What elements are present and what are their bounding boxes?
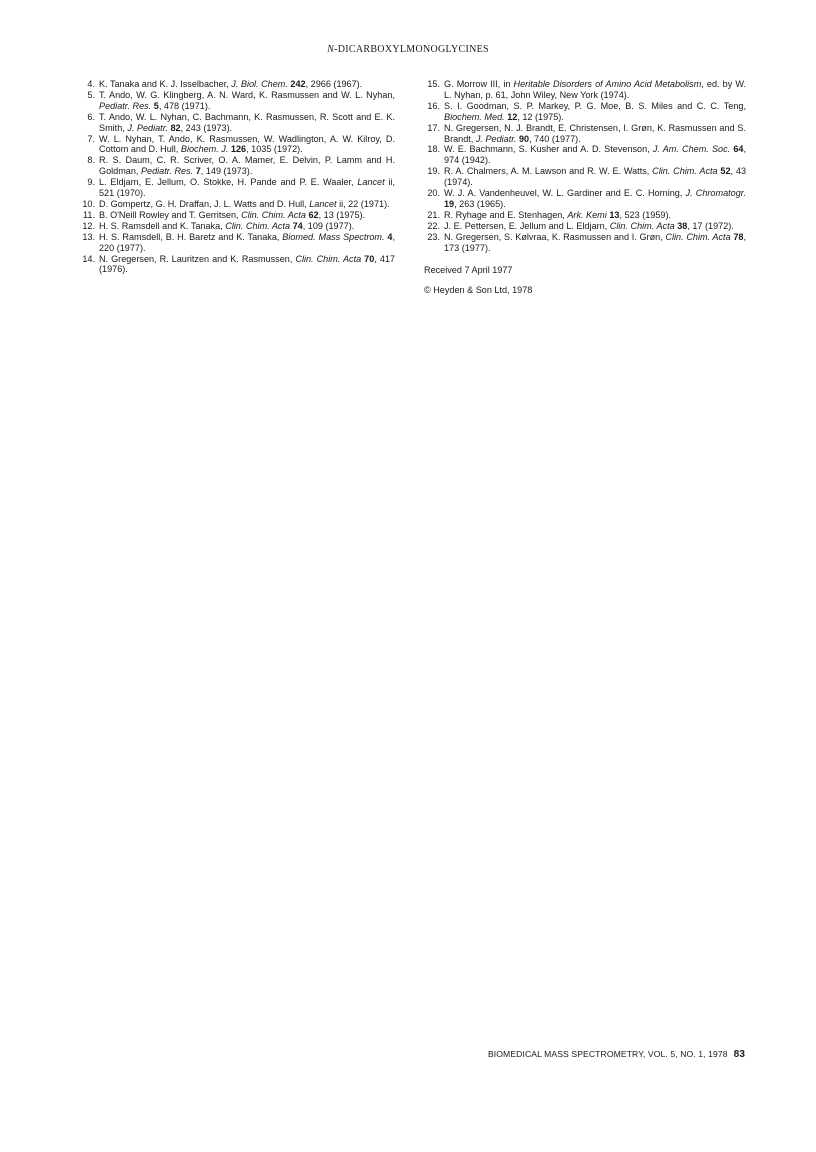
reference-fragment: ii, 521 (1970).	[99, 177, 396, 199]
reference-fragment: H. S. Ramsdell and K. Tanaka,	[99, 220, 226, 231]
running-head-prefix: N	[327, 44, 335, 55]
reference-number: 23.	[427, 231, 440, 242]
reference-item	[424, 232, 746, 254]
reference-fragment: R. S. Daum, C. R. Scriver, O. A. Mamer, E. Delvin, P. Lamm and H. Goldman,	[99, 155, 395, 177]
reference-text	[444, 232, 746, 254]
journal-citation: BIOMEDICAL MASS SPECTROMETRY, VOL. 5, NO. 1, 1978	[487, 1049, 728, 1059]
journal-title: Biochem. Med.	[444, 111, 505, 122]
reference-text	[444, 123, 746, 145]
reference-fragment: W. L. Nyhan, T. Ando, K. Rasmussen, W. Wadlington, A. W. Kilroy, D. Cottom and D. Hull,	[99, 133, 395, 155]
reference-item	[424, 123, 746, 145]
reference-item	[79, 254, 395, 276]
volume-number: 70	[364, 253, 375, 264]
reference-text	[444, 166, 746, 188]
reference-fragment: ii, 22 (1971).	[336, 198, 390, 209]
reference-fragment: H. S. Ramsdell, B. H. Baretz and K. Tanaka,	[99, 231, 283, 242]
reference-item	[424, 221, 746, 232]
reference-item	[79, 199, 395, 210]
reference-text	[99, 90, 395, 112]
reference-number: 5.	[87, 89, 95, 100]
reference-text	[99, 134, 395, 156]
journal-title: Biochem. J.	[180, 144, 229, 155]
reference-number: 18.	[427, 144, 440, 155]
volume-number: 126	[230, 144, 247, 155]
reference-number: 22.	[427, 220, 440, 231]
reference-text	[99, 221, 395, 232]
reference-fragment: W. J. A. Vandenheuvel, W. L. Gardiner and E. C. Horning,	[444, 188, 686, 199]
reference-number: 15.	[427, 79, 440, 89]
volume-number: 78	[733, 231, 744, 242]
reference-fragment: , 243 (1973).	[180, 122, 233, 133]
reference-text	[99, 112, 395, 134]
reference-item	[424, 101, 746, 123]
reference-fragment: , 149 (1973).	[200, 166, 253, 177]
journal-title: Clin. Chim. Acta	[609, 220, 675, 231]
reference-text	[99, 210, 395, 221]
reference-number: 21.	[427, 209, 440, 220]
journal-title: Biomed. Mass Spectrom.	[282, 231, 385, 242]
reference-fragment: N. Gregersen, S. Kølvraa, K. Rasmussen and I. Grøn,	[444, 231, 666, 242]
volume-number: 38	[677, 220, 688, 231]
reference-number: 17.	[427, 122, 440, 133]
reference-text	[444, 101, 746, 123]
reference-text	[444, 210, 746, 221]
reference-fragment: W. E. Bachmann, S. Kusher and A. D. Stevenson,	[444, 144, 653, 155]
reference-number: 4.	[87, 79, 95, 89]
journal-title: Heritable Disorders of Amino Acid Metabolism	[513, 79, 702, 89]
reference-fragment: R. A. Chalmers, A. M. Lawson and R. W. E. Watts,	[444, 166, 653, 177]
reference-fragment: N. Gregersen, N. J. Brandt, E. Christensen, I. Grøn, K. Rasmussen and S. Brandt,	[444, 122, 746, 144]
reference-number: 12.	[82, 220, 95, 231]
reference-item	[79, 155, 395, 177]
page-number: 83	[733, 1049, 745, 1060]
volume-number: 4	[387, 231, 393, 242]
reference-fragment: , 1035 (1972).	[246, 144, 303, 155]
reference-text	[444, 144, 746, 166]
reference-number: 14.	[82, 253, 95, 264]
reference-item	[424, 188, 746, 210]
journal-title: J. Am. Chem. Soc.	[652, 144, 731, 155]
reference-fragment: G. Morrow III, in	[444, 79, 514, 89]
page-footer	[400, 1049, 745, 1060]
reference-item	[79, 221, 395, 232]
reference-fragment: , 173 (1977).	[444, 231, 746, 253]
journal-title: J. Biol. Chem.	[231, 79, 288, 89]
reference-item	[79, 90, 395, 112]
reference-number: 10.	[82, 198, 95, 209]
journal-title: Clin. Chim. Acta	[295, 253, 362, 264]
reference-item	[79, 112, 395, 134]
journal-title: Clin. Chim. Acta	[652, 166, 718, 177]
reference-text	[99, 199, 395, 210]
reference-fragment: , 2966 (1967).	[305, 79, 363, 89]
reference-fragment: , 417 (1976).	[99, 253, 395, 275]
received-date: Received 7 April 1977	[424, 264, 513, 275]
volume-number: 242	[290, 79, 306, 89]
volume-number: 7	[195, 166, 201, 177]
volume-number: 5	[153, 100, 159, 111]
reference-text	[99, 177, 395, 199]
reference-text	[99, 155, 395, 177]
reference-item	[79, 232, 395, 254]
journal-title: Ark. Kemi	[567, 209, 607, 220]
reference-number: 19.	[427, 166, 440, 177]
reference-fragment: , 43 (1974).	[444, 166, 746, 188]
reference-fragment: S. I. Goodman, S. P. Markey, P. G. Moe, B. S. Miles and C. C. Teng,	[444, 100, 746, 111]
reference-item	[424, 144, 746, 166]
reference-item	[79, 177, 395, 199]
running-head	[0, 44, 816, 55]
reference-fragment: D. Gompertz, G. H. Draffan, J. L. Watts and D. Hull,	[99, 198, 310, 209]
volume-number: 82	[170, 122, 181, 133]
journal-title: Clin. Chim. Acta	[225, 220, 291, 231]
reference-fragment: , 740 (1977).	[529, 133, 581, 144]
reference-number: 9.	[87, 177, 95, 188]
reference-fragment: N. Gregersen, R. Lauritzen and K. Rasmussen,	[99, 253, 296, 264]
journal-title: Lancet	[309, 198, 337, 209]
journal-title: J. Pediatr.	[475, 133, 517, 144]
journal-title: Clin. Chim. Acta	[241, 209, 306, 220]
journal-title: Pediatr. Res.	[140, 166, 194, 177]
reference-number: 16.	[427, 100, 440, 111]
reference-text	[99, 254, 395, 276]
reference-text	[99, 79, 395, 90]
reference-fragment: , ed. by W. L. Nyhan, p. 61, John Wiley, New York (1974).	[444, 79, 746, 100]
reference-number: 11.	[83, 209, 95, 220]
reference-item	[424, 79, 746, 101]
reference-fragment: , 478 (1971).	[158, 100, 211, 111]
reference-fragment: B. O'Neill Rowley and T. Gerritsen,	[99, 209, 242, 220]
reference-fragment: T. Ando, W. G. Klingberg, A. N. Ward, K. Rasmussen and W. L. Nyhan,	[99, 89, 395, 100]
references-left-column	[79, 79, 395, 275]
reference-fragment: , 12 (1975).	[517, 111, 564, 122]
reference-fragment: , 13 (1975).	[318, 209, 366, 220]
reference-text	[444, 221, 746, 232]
reference-item	[79, 210, 395, 221]
volume-number: 62	[308, 209, 319, 220]
copyright-notice: © Heyden & Son Ltd, 1978	[424, 284, 533, 295]
reference-item	[79, 134, 395, 156]
volume-number: 52	[720, 166, 731, 177]
reference-fragment: , 263 (1965).	[454, 198, 506, 209]
journal-title: J. Pediatr.	[127, 122, 168, 133]
running-head-rest: -DICARBOXYLMONOGLYCINES	[334, 44, 489, 55]
volume-number: 64	[733, 144, 744, 155]
volume-number: 12	[507, 111, 518, 122]
volume-number: 19	[444, 198, 455, 209]
reference-number: 20.	[427, 188, 440, 199]
journal-title: Pediatr. Res.	[99, 100, 152, 111]
reference-fragment: T. Ando, W. L. Nyhan, C. Bachmann, K. Rasmussen, R. Scott and E. K. Smith,	[99, 111, 395, 133]
reference-item	[424, 166, 746, 188]
reference-number: 7.	[87, 133, 95, 144]
reference-fragment: , 523 (1959).	[619, 209, 672, 220]
reference-fragment: , 220 (1977).	[99, 231, 395, 253]
reference-fragment: J. E. Pettersen, E. Jellum and L. Eldjarn,	[444, 220, 610, 231]
reference-text	[99, 232, 395, 254]
journal-title: Lancet	[357, 177, 385, 188]
journal-title: J. Chromatogr.	[685, 188, 746, 199]
reference-item	[79, 79, 395, 90]
reference-fragment: , 974 (1942).	[444, 144, 746, 166]
reference-fragment: , 17 (1972).	[687, 220, 734, 231]
reference-number: 8.	[87, 155, 95, 166]
reference-text	[444, 79, 746, 101]
reference-number: 6.	[87, 111, 95, 122]
reference-fragment: K. Tanaka and K. J. Isselbacher,	[99, 79, 232, 89]
reference-fragment: L. Eldjarn, E. Jellum, O. Stokke, H. Pande and P. E. Waaler,	[99, 177, 358, 188]
references-right-column	[424, 79, 746, 296]
volume-number: 13	[609, 209, 620, 220]
journal-title: Clin. Chim. Acta	[665, 231, 731, 242]
reference-item	[424, 210, 746, 221]
reference-fragment: , 109 (1977).	[302, 220, 355, 231]
references-right-list	[424, 79, 746, 254]
volume-number: 90	[519, 133, 530, 144]
volume-number: 74	[292, 220, 303, 231]
reference-number: 13.	[82, 231, 95, 242]
reference-text	[444, 188, 746, 210]
reference-fragment: R. Ryhage and E. Stenhagen,	[444, 209, 568, 220]
